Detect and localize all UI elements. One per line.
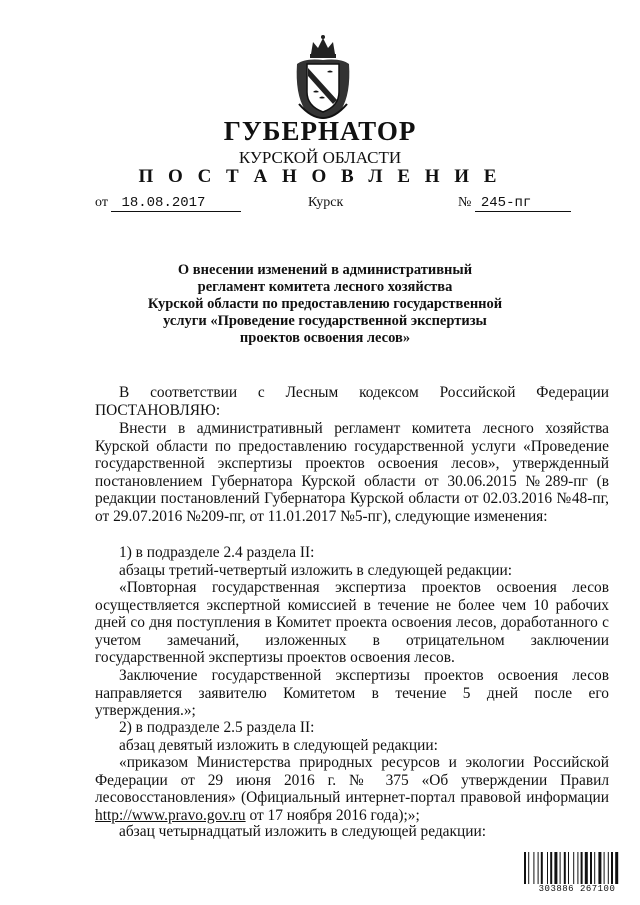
quote-3-text: «приказом Министерства природных ресурсов и экологии Российской Федерации от 29 июня 2016 г. № 375 «Об утверждении Правил лесовосстановления» (Официальный интернет-портал правовой информации [95,754,609,807]
number-value: 245-пг [475,195,571,212]
paragraph-item-1: 1) в подразделе 2.4 раздела II: [119,544,315,561]
coat-of-arms-icon [291,34,355,120]
document-authority-title: ГУБЕРНАТОР [223,116,417,146]
barcode-number: 303886 267100 [522,884,632,894]
paragraph-quote-3 [95,754,609,824]
document-region: КУРСКОЙ ОБЛАСТИ [238,148,402,167]
document-type: П О С Т А Н О В Л Е Н И Е [138,166,502,187]
date-prefix: от [95,195,108,210]
paragraph-amendment: Внести в административный регламент комитета лесного хозяйства Курской области по предоставлению государственной услуги «Проведение государственной экспертизы проектов освоения лесов», утвержденный постановлением Губернатора Курской области от 30.06.2015 №289-пг (в редакции постановлений Губернатора Курской области от 02.03.2016 №48-пг, от 29.07.2016 №209-пг, от 11.01.2017 №5-пг), следующие изменения: [95,420,609,525]
date-value: 18.08.2017 [111,195,241,212]
paragraph-quote-1: «Повторная государственная экспертиза проектов освоения лесов осуществляется экспертной комиссией в течение не более чем 10 рабочих дней со дня поступления в Комитет проекта освоения лесов, доработанного с учетом замечаний, изложенных в отрицательном заключении государственной экспертизы проектов освоения лесов. [95,579,609,667]
pravo-gov-link[interactable]: http://www.pravo.gov.ru [95,806,246,824]
subject-line: Курской области по предоставлению государственной [147,296,503,312]
paragraph-item-2: 2) в подразделе 2.5 раздела II: [119,719,315,736]
paragraph-quote-2: Заключение государственной экспертизы проектов освоения лесов направляется заявителю Комитетом в течение 5 дней после его утверждения.»; [95,667,609,720]
subject-line: проектов освоения лесов» [239,330,411,346]
subject-line: регламент комитета лесного хозяйства [197,279,453,295]
city: Курск [308,195,344,210]
date-field [95,195,241,212]
number-field [458,195,571,212]
quote-3-tail: от 17 ноября 2016 года);»; [245,806,420,824]
subject-line: услуги «Проведение государственной экспертизы [163,313,487,329]
document-subject [140,262,510,347]
number-prefix: № [458,195,472,210]
paragraph-item-3-text: абзац четырнадцатый изложить в следующей редакции: [119,823,486,840]
paragraph-item-2-text: абзац девятый изложить в следующей редакции: [119,737,438,754]
paragraph-item-1-text: абзацы третий-четвертый изложить в следующей редакции: [119,562,512,579]
subject-line: О внесении изменений в административный [177,262,473,278]
paragraph-basis: В соответствии с Лесным кодексом Российской Федерации ПОСТАНОВЛЯЮ: [95,384,609,419]
